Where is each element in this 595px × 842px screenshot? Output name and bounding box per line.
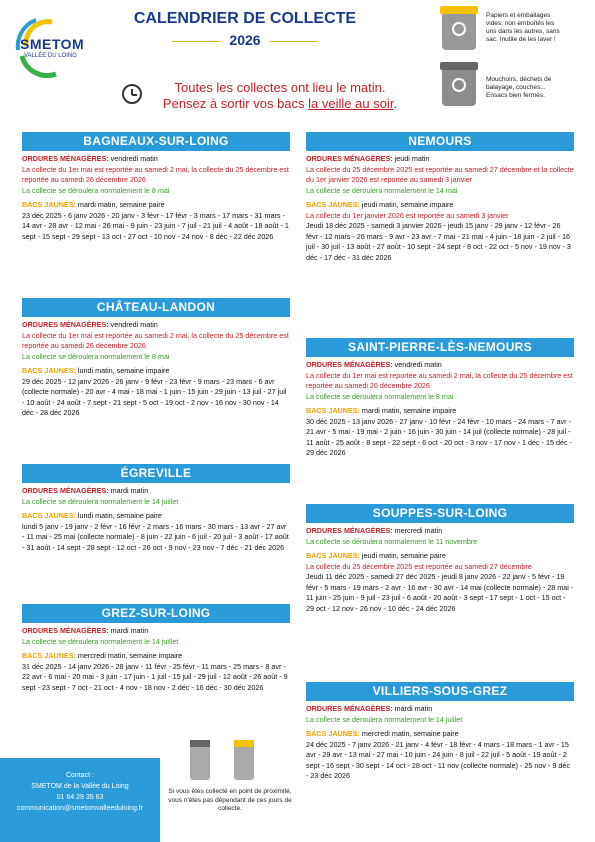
yellow-bin-day: mardi matin, semaine impaire — [361, 406, 457, 415]
page-year: 2026 — [140, 32, 350, 48]
household-waste-note: La collecte se déroulera normalement le 8 mai — [22, 185, 170, 195]
yellow-bin-day: mercredi matin, semaine impaire — [77, 651, 183, 660]
yellow-bin-dates: 29 déc 2025 - 12 janv 2026 - 26 janv - 9 févr - 23 févr - 9 mars - 23 mars - 6 avr (collecte normale) - 20 avr - 4 mai - 18 mai - 1 juin - 15 juin - 29 juin - 13 juil - 27 juil - 10 août - 24 août - 7 sept - 21 sept - 5 oct - 19 oct - 2 nov - 16 nov - 30 nov - 14 déc - 28 déc 2026 — [22, 376, 287, 417]
household-waste-label: ORDURES MÉNAGÈRES: — [306, 360, 395, 369]
commune-title: NEMOURS — [306, 132, 574, 151]
household-waste-row — [22, 320, 290, 331]
household-waste-note: La collecte du 25 décembre 2025 est reportée au samedi 27 décembre et la collecte du 1er janvier 2026 est reportée au samedi 3 janvier — [306, 164, 574, 184]
household-waste-label: ORDURES MÉNAGÈRES: — [306, 154, 395, 163]
yellow-bin-label: BACS JAUNES: — [22, 511, 78, 520]
yellow-bin-dates: lundi 5 janv - 19 janv - 2 févr - 16 févr - 2 mars - 16 mars - 30 mars - 13 avr - 27 avr - 11 mai - 25 mai (collecte normale) - 8 juin - 22 juin - 6 juil - 20 juil - 3 août - 17 août - 31 août - 14 sept - 28 sept - 12 oct - 26 oct - 9 nov - 23 nov - 7 déc - 21 déc 2026 — [22, 521, 289, 552]
household-waste-day: jeudi matin — [394, 154, 430, 163]
household-waste-label: ORDURES MÉNAGÈRES: — [22, 486, 111, 495]
notice-line-2: Pensez à sortir vos bacs la veille au soir. — [162, 96, 398, 111]
contact-phone: 01 64 29 35 63 — [56, 794, 104, 801]
household-waste-note: La collecte se déroulera normalement le 8 mai — [22, 351, 170, 361]
household-waste-row — [306, 154, 574, 165]
yellow-bin-row — [22, 366, 290, 377]
yellow-bin-label: BACS JAUNES: — [22, 651, 78, 660]
yellow-bin-dates: 24 déc 2025 - 7 janv 2026 - 21 janv - 4 févr - 18 févr - 4 mars - 18 mars - 1 avr - 15 avr - 29 avr - 13 mai - 27 mai - 10 juin - 24 juin - 8 juil - 22 juil - 5 août - 19 août - 2 sept - 16 sept - 30 sept - 14 oct - 28 oct - 11 nov (collecte normale) - 25 nov - 9 déc - 23 déc 2026 — [306, 739, 570, 780]
household-waste-row — [306, 360, 574, 371]
yellow-bin-row — [22, 200, 290, 211]
yellow-bin-note: Papiers et emballages vides, non emboîtés les uns dans les autres, sans sac. Inutile de les laver ! — [486, 12, 560, 43]
household-waste-note: La collecte du 1er mai est reportée au samedi 2 mai, la collecte du 25 décembre est reportée au samedi 26 décembre 2026 — [22, 330, 289, 350]
yellow-bin-row — [22, 651, 290, 662]
proximity-note: Si vous êtes collecté en point de proximité, vous n'êtes pas dépendant de ces jours de collecte. — [168, 788, 292, 812]
yellow-bin-row — [306, 729, 574, 740]
yellow-bin-dates: 23 déc 2025 - 6 janv 2026 - 20 janv - 3 févr - 17 févr - 3 mars - 17 mars - 31 mars - 14 avr - 28 avr - 12 mai - 26 mai - 9 juin - 23 juin - 7 juil - 21 juil - 4 août - 18 août - 1 sept - 15 sept - 29 sept - 13 oct - 27 oct - 10 nov - 24 nov - 8 déc - 22 déc 2026 — [22, 210, 289, 241]
household-waste-label: ORDURES MÉNAGÈRES: — [306, 526, 395, 535]
household-waste-note: La collecte du 1er mai est reportée au samedi 2 mai, la collecte du 25 décembre est reportée au samedi 26 décembre 2026 — [22, 164, 289, 184]
household-waste-day: mercredi matin — [394, 526, 443, 535]
yellow-bin-label: BACS JAUNES: — [306, 200, 362, 209]
household-waste-note: La collecte se déroulera normalement le 11 novembre — [306, 536, 478, 546]
commune-title: SAINT-PIERRE-LÈS-NEMOURS — [306, 338, 574, 357]
household-waste-row — [22, 486, 290, 497]
household-waste-row — [22, 154, 290, 165]
commune-title: GREZ-SUR-LOING — [22, 604, 290, 623]
clock-icon — [122, 84, 142, 104]
yellow-bin-day: lundi matin, semaine impaire — [77, 366, 170, 375]
yellow-bin-day: lundi matin, semaine paire — [77, 511, 162, 520]
household-waste-day: vendredi matin — [110, 154, 158, 163]
yellow-bin-day: mardi matin, semaine paire — [77, 200, 165, 209]
yellow-bin-label: BACS JAUNES: — [306, 406, 362, 415]
gray-bin-note: Mouchoirs, déchets de balayage, couches... Ensacs bien fermés. — [486, 76, 552, 99]
proximity-bins-icon — [190, 740, 260, 786]
gray-bin-icon — [442, 66, 476, 106]
commune-block — [306, 338, 574, 459]
household-waste-label: ORDURES MÉNAGÈRES: — [22, 320, 111, 329]
household-waste-note: La collecte se déroulera normalement le 14 juillet — [22, 636, 179, 646]
yellow-bin-dates: 31 déc 2025 - 14 janv 2026 - 28 janv - 11 févr - 25 févr - 11 mars - 25 mars - 8 avr - 22 avr - 6 mai - 20 mai - 3 juin - 17 juin - 1 juil - 15 juil - 29 juil - 12 août - 26 août - 9 sept - 23 sept - 7 oct - 21 oct - 4 nov - 18 nov - 2 déc - 16 déc - 30 déc 2026 — [22, 661, 288, 692]
commune-block — [22, 604, 290, 693]
household-waste-row — [306, 526, 574, 537]
yellow-bin-row — [306, 551, 574, 562]
page-title: CALENDRIER DE COLLECTE — [133, 10, 357, 27]
contact-email[interactable]: communication@smetomvalleeduloing.fr — [16, 805, 144, 812]
yellow-bin-dates: La collecte du 1er janvier 2026 est reportée au samedi 3 janvier — [306, 210, 509, 220]
household-waste-label: ORDURES MÉNAGÈRES: — [22, 154, 111, 163]
commune-title: CHÂTEAU-LANDON — [22, 298, 290, 317]
commune-title: VILLIERS-SOUS-GREZ — [306, 682, 574, 701]
household-waste-day: mardi matin — [110, 626, 149, 635]
household-waste-row — [22, 626, 290, 637]
contact-box — [0, 758, 160, 842]
collection-notice — [150, 80, 410, 112]
yellow-bin-label: BACS JAUNES: — [22, 200, 78, 209]
household-waste-label: ORDURES MÉNAGÈRES: — [22, 626, 111, 635]
notice-line-1: Toutes les collectes ont lieu le matin. — [174, 80, 386, 95]
commune-block — [22, 132, 290, 242]
yellow-bin-label: BACS JAUNES: — [306, 729, 362, 738]
yellow-bin-day: jeudi matin, semaine paire — [361, 551, 446, 560]
commune-block — [306, 132, 574, 263]
commune-block — [306, 504, 574, 614]
yellow-bin-label: BACS JAUNES: — [22, 366, 78, 375]
yellow-bin-dates: Jeudi 18 déc 2025 - samedi 3 janvier 2026 - jeudi 15 janv - 29 janv - 12 févr - 26 févr - 12 mars - 26 mars - 9 avr - 23 avr - 7 mai - 21 mai - 4 juin - 18 juin - 2 juil - 16 juil - 30 juil - 13 août - 27 août - 10 sept - 24 sept - 8 oct - 22 oct - 5 nov - 19 nov - 3 déc - 17 déc - 31 déc 2026 — [306, 221, 571, 262]
household-waste-day: vendredi matin — [110, 320, 158, 329]
household-waste-day: mardi matin — [110, 486, 149, 495]
yellow-bin-dates: La collecte du 25 décembre 2025 est reportée au samedi 27 décembre — [306, 561, 532, 571]
yellow-bin-dates: Jeudi 11 déc 2025 - samedi 27 déc 2025 - jeudi 8 janv 2026 - 22 janv - 5 févr - 19 févr - 5 mars - 19 mars - 2 avr - 16 avr - 30 avr - 14 mai (collecte normale) - 28 mai - 11 juin - 25 juin - 9 juil - 23 juil - 6 août - 20 août - 3 sept - 17 sept - 1 oct - 15 oct - 29 oct - 12 nov - 26 nov - 10 déc - 24 déc 2026 — [306, 572, 574, 613]
household-waste-day: mardi matin — [394, 704, 433, 713]
logo-subtitle: VALLÉE DU LOING — [24, 53, 77, 59]
household-waste-note: La collecte se déroulera normalement le 8 mai — [306, 391, 454, 401]
household-waste-note: La collecte se déroulera normalement le 14 mai — [306, 185, 458, 195]
commune-block — [22, 298, 290, 419]
yellow-bin-day: mercredi matin, semaine paire — [361, 729, 459, 738]
household-waste-row — [306, 704, 574, 715]
household-waste-note: La collecte se déroulera normalement le 14 juillet — [306, 714, 463, 724]
yellow-bin-row — [306, 406, 574, 417]
yellow-bin-row — [22, 511, 290, 522]
commune-block — [306, 682, 574, 782]
commune-block — [22, 464, 290, 553]
contact-title: Contact : — [65, 772, 94, 779]
contact-org: SMETOM de la Vallée du Loing — [31, 783, 129, 790]
commune-title: SOUPPES-SUR-LOING — [306, 504, 574, 523]
household-waste-note: La collecte du 1er mai est reportée au samedi 2 mai, la collecte du 25 décembre est reportée au samedi 26 décembre 2026 — [306, 370, 573, 390]
logo-name: SMETOM — [20, 36, 85, 52]
yellow-bin-label: BACS JAUNES: — [306, 551, 362, 560]
household-waste-note: La collecte se déroulera normalement le 14 juillet — [22, 496, 179, 506]
yellow-bin-icon — [442, 10, 476, 50]
household-waste-label: ORDURES MÉNAGÈRES: — [306, 704, 395, 713]
commune-title: ÉGREVILLE — [22, 464, 290, 483]
yellow-bin-dates: 30 déc 2025 - 13 janv 2026 - 27 janv - 10 févr - 24 févr - 10 mars - 24 mars - 7 avr - 21 avr - 5 mai - 19 mai - 2 juin - 16 juin - 30 juin - 14 juil (collecte normale) - 28 juil - 11 août - 25 août - 8 sept - 22 sept - 6 oct - 20 oct - 3 nov - 17 nov - 1 déc - 15 déc - 29 déc 2026 — [306, 416, 572, 457]
yellow-bin-row — [306, 200, 574, 211]
commune-title: BAGNEAUX-SUR-LOING — [22, 132, 290, 151]
yellow-bin-day: jeudi matin, semaine impaire — [361, 200, 454, 209]
household-waste-day: vendredi matin — [394, 360, 442, 369]
